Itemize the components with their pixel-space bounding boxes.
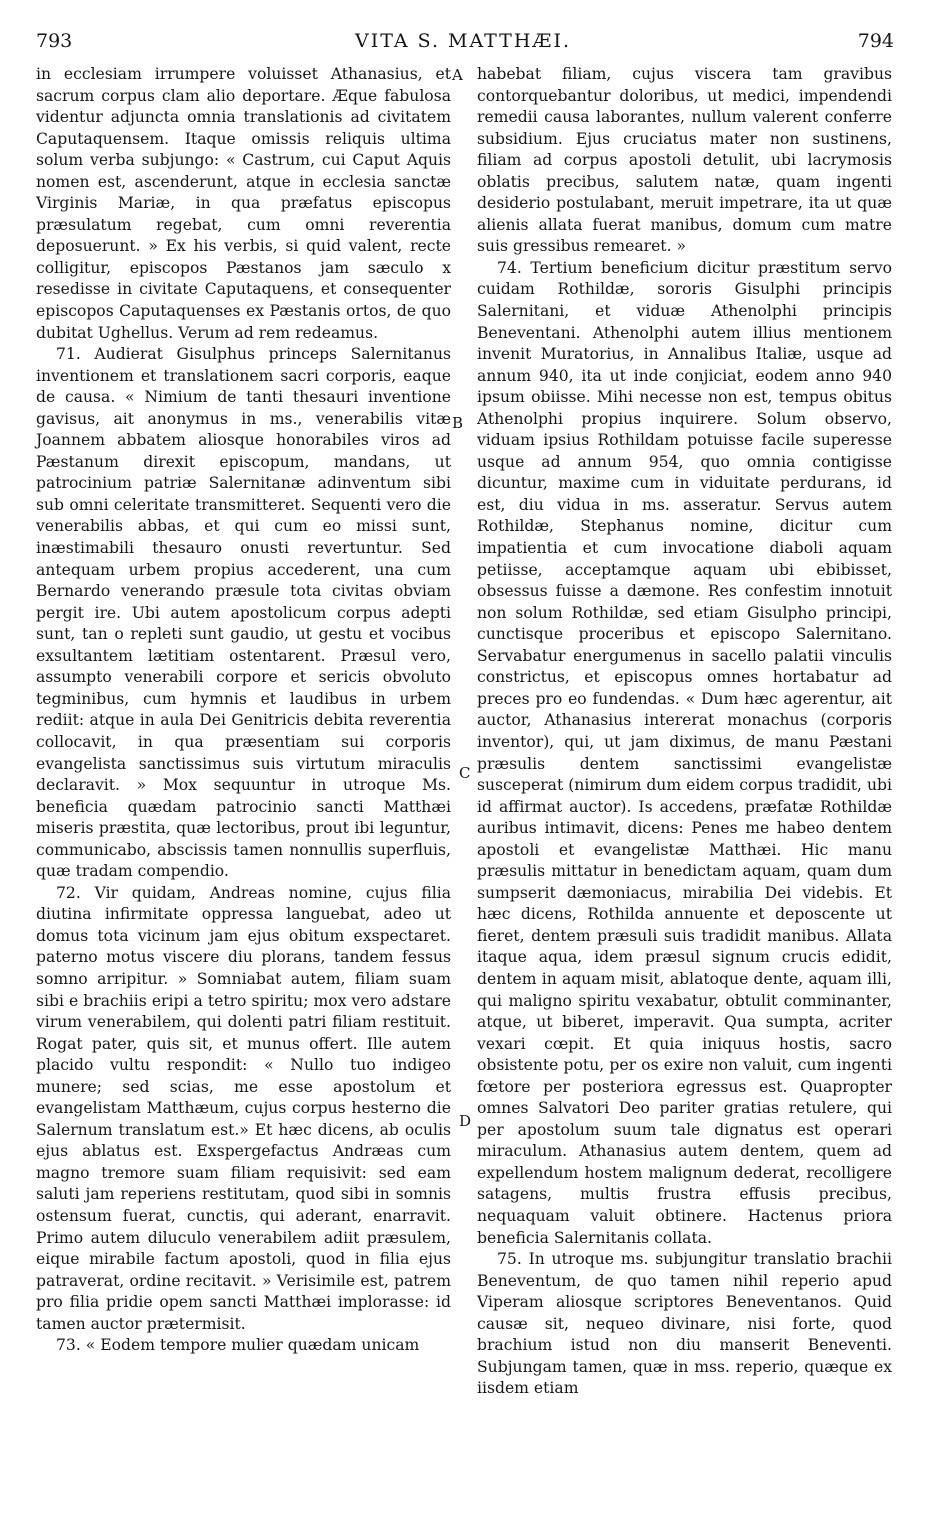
left-column bbox=[36, 64, 451, 1357]
margin-letter-b: B bbox=[452, 414, 464, 432]
paragraph-71: 71. Audierat Gisulphus princeps Salernitanus inventionem et translationem sacri corporis, eaque de causa. « Nimium de tanti thesauri inventione gavisus, ait anonymus in ms., venerabilis vitæ Joannem abbatem aliosque honorabiles viros ad Pæstanum direxit episcopum, mandans, ut patrocinium patriæ Salernitanæ adinventum sibi sub omni celeritate transmitteret. Sequenti vero die venerabilis abbas, et qui cum eo missi sunt, inæstimabili thesauro onusti revertuntur. Sed antequam urbem propius accederent, una cum Bernardo venerando præsule tota civitas obviam pergit ire. Ubi autem apostolicum corpus adepti sunt, tan o repleti sunt gaudio, ut gestu et vocibus exsultantem lætitiam ostentarent. Præsul vero, assumpto venerabili corpore et sericis obvoluto tegminibus, cum hymnis et laudibus in urbem rediit: atque in aula Dei Genitricis debita reverentia collocavit, in qua præsentiam sui corporis evangelista sanctissimus suis virtutum miraculis declaravit. » Mox sequuntur in utroque Ms. beneficia quædam patrocinio sancti Matthæi miseris præstita, quæ lectoribus, prout ibi leguntur, communicabo, abscissis tamen nonnullis superfluis, quæ tradam compendio. bbox=[36, 345, 451, 881]
paragraph-73-start: 73. « Eodem tempore mulier quædam unicam bbox=[56, 1336, 420, 1355]
paragraph-74: 74. Tertium beneficium dicitur præstitum servo cuidam Rothildæ, sororis Gisulphi principis Salernitani, et viduæ Athenolphi principis Beneventani. Athenolphi autem illius mentionem invenit Muratorius, in Annalibus Italiæ, usque ad annum 940, ita ut inde conjiciat, eodem anno 940 ipsum obiisse. Mihi necesse non est, tempus obitus Athenolphi propius inquirere. Solum observo, viduam ipsius Rothildam potuisse facile superesse usque ad annum 954, quo omnia contigisse dicuntur, maxime cum in viduitate perdurans, id est, diu vidua in ms. asseratur. Servus autem Rothildæ, Stephanus nomine, dicitur cum impatientia et cum invocatione diaboli aquam petiisse, acceptamque aquam ubi ebibisset, obsessus fuisse a dæmone. Res confestim innotuit non solum Rothildæ, sed etiam Gisulpho principi, cunctisque proceribus et episcopo Salernitano. Servabatur energumenus in sacello palatii vinculis constrictus, et episcopus omnes hortabatur ad preces pro eo fundendas. « Dum hæc agerentur, ait auctor, Athanasius intererat monachus (corporis inventor), qui, ut jam diximus, de manu Pæstani præsulis dentem sanctissimi evangelistæ susceperat (nimirum dum eidem corpus tradidit, ubi id affirmat auctor). Is accedens, præfatæ Rothildæ auribus intimavit, dicens: Penes me habeo dentem apostoli et evangelistæ Matthæi. Hic manu præsulis mittatur in benedictam aquam, quam dum sumpserit dæmoniacus, mirabilia Dei videbis. Et hæc dicens, Rothilda annuente et deposcente ut fieret, dentem præsuli suis tradidit manibus. Allata itaque aqua, idem præsul signum crucis edidit, dentem in aquam misit, ablatoque dente, aquam illi, qui maligno spiritu vexabatur, obtulit comminanter, atque, ut biberet, imperavit. Qua sumpta, acriter vexari cœpit. Et quia iniquus hostis, sacro obsistente potu, per os exire non valuit, cum ingenti fœtore per posteriora egressus est. Quapropter omnes Salvatori Deo pariter gratias retulere, qui per apostolum suum tale dignatus est operari miraculum. Athanasius autem dentem, quem ad expellendum hostem malignum dederat, recolligere satagens, multis frustra effusis precibus, nequaquam valuit obtinere. Hactenus priora beneficia Salernitanis collata. bbox=[477, 258, 892, 1247]
paragraph-72: 72. Vir quidam, Andreas nomine, cujus filia diutina infirmitate oppressa languebat, adeo ut domus tota vicinum jam ejus obitum exspectaret. paterno motus viscere diu plorans, tandem fessus somno arripitur. » Somniabat autem, filiam suam sibi e brachiis eripi a tetro spiritu; mox vero adstare virum venerabilem, qui dolenti patri filiam restituit. Rogat pater, quis sit, et munus offert. Ille autem placido vultu respondit: « Nullo tuo indigeo munere; sed scias, me esse apostolum et evangelistam Matthæum, cujus corpus hesterno die Salernum translatum est.» Et hæc dicens, ab oculis ejus ablatus est. Exspergefactus Andræas cum magno tremore suam filiam requisivit: sed eam saluti jam reperiens restitutam, quod sibi in somnis ostensum fuerat, cunctis, qui aderant, enarravit. Primo autem diluculo venerabilem adiit præsulem, eique mirabile factum apostoli, quod in filia ejus patraverat, ordine recitavit. » Verisimile est, patrem pro filia pridie opem sancti Matthæi implorasse: id tamen auctor prætermisit. bbox=[36, 883, 451, 1333]
left-paragraph: in ecclesiam irrumpere voluisset Athanasius, et sacrum corpus clam alio deportare. Æque fabulosa videntur adjuncta omnia translationis ad civitatem Caputaquensem. Itaque omissis reliquis ultima solum verba subjungo: « Castrum, cui Caput Aquis nomen est, ascenderunt, atque in ecclesia sanctæ Virginis Mariæ, in qua præfatus episcopus præsulatum regebat, cum omni reverentia deposuerunt. » Ex his verbis, si quid valent, recte colligitur, episcopos Pæstanos jam sæculo x resedisse in civitate Caputaquens, et consequenter episcopos Caputaquenses ex Pæstanis ortos, de quo dubitat Ughellus. Verum ad rem redeamus. bbox=[36, 65, 451, 342]
margin-letter-d: D bbox=[459, 1112, 472, 1130]
page-number-right: 794 bbox=[857, 30, 894, 52]
running-header bbox=[32, 28, 894, 58]
paragraph-73-continued: habebat filiam, cujus viscera tam gravibus contorquebantur doloribus, ut medici, impendendi remedii causa laborantes, nullum valerent conferre subsidium. Ejus cruciatus mater non sustinens, filiam ad corpus apostoli detulit, ubi lacrymosis oblatis precibus, salutem natæ, quam ingenti desiderio postulabant, meruit impetrare, ita ut quæ alienis allata fuerat manibus, domum cum matre suis gressibus remearet. » bbox=[477, 65, 892, 256]
margin-letter-a: A bbox=[452, 66, 463, 84]
running-title: VITA S. MATTHÆI. bbox=[354, 30, 571, 52]
margin-letter-c: C bbox=[459, 764, 471, 782]
paragraph-75: 75. In utroque ms. subjungitur translatio brachii Beneventum, de quo tamen nihil reperio apud Viperam aliosque scriptores Beneventanos. Quid causæ sit, nequeo divinare, nisi forte, quod brachium istud non diu manserit Beneventi. Subjungam tamen, quæ in mss. reperio, quæque ex iisdem etiam bbox=[477, 1250, 892, 1398]
right-column bbox=[477, 64, 892, 1400]
page-number-left: 793 bbox=[36, 30, 73, 52]
